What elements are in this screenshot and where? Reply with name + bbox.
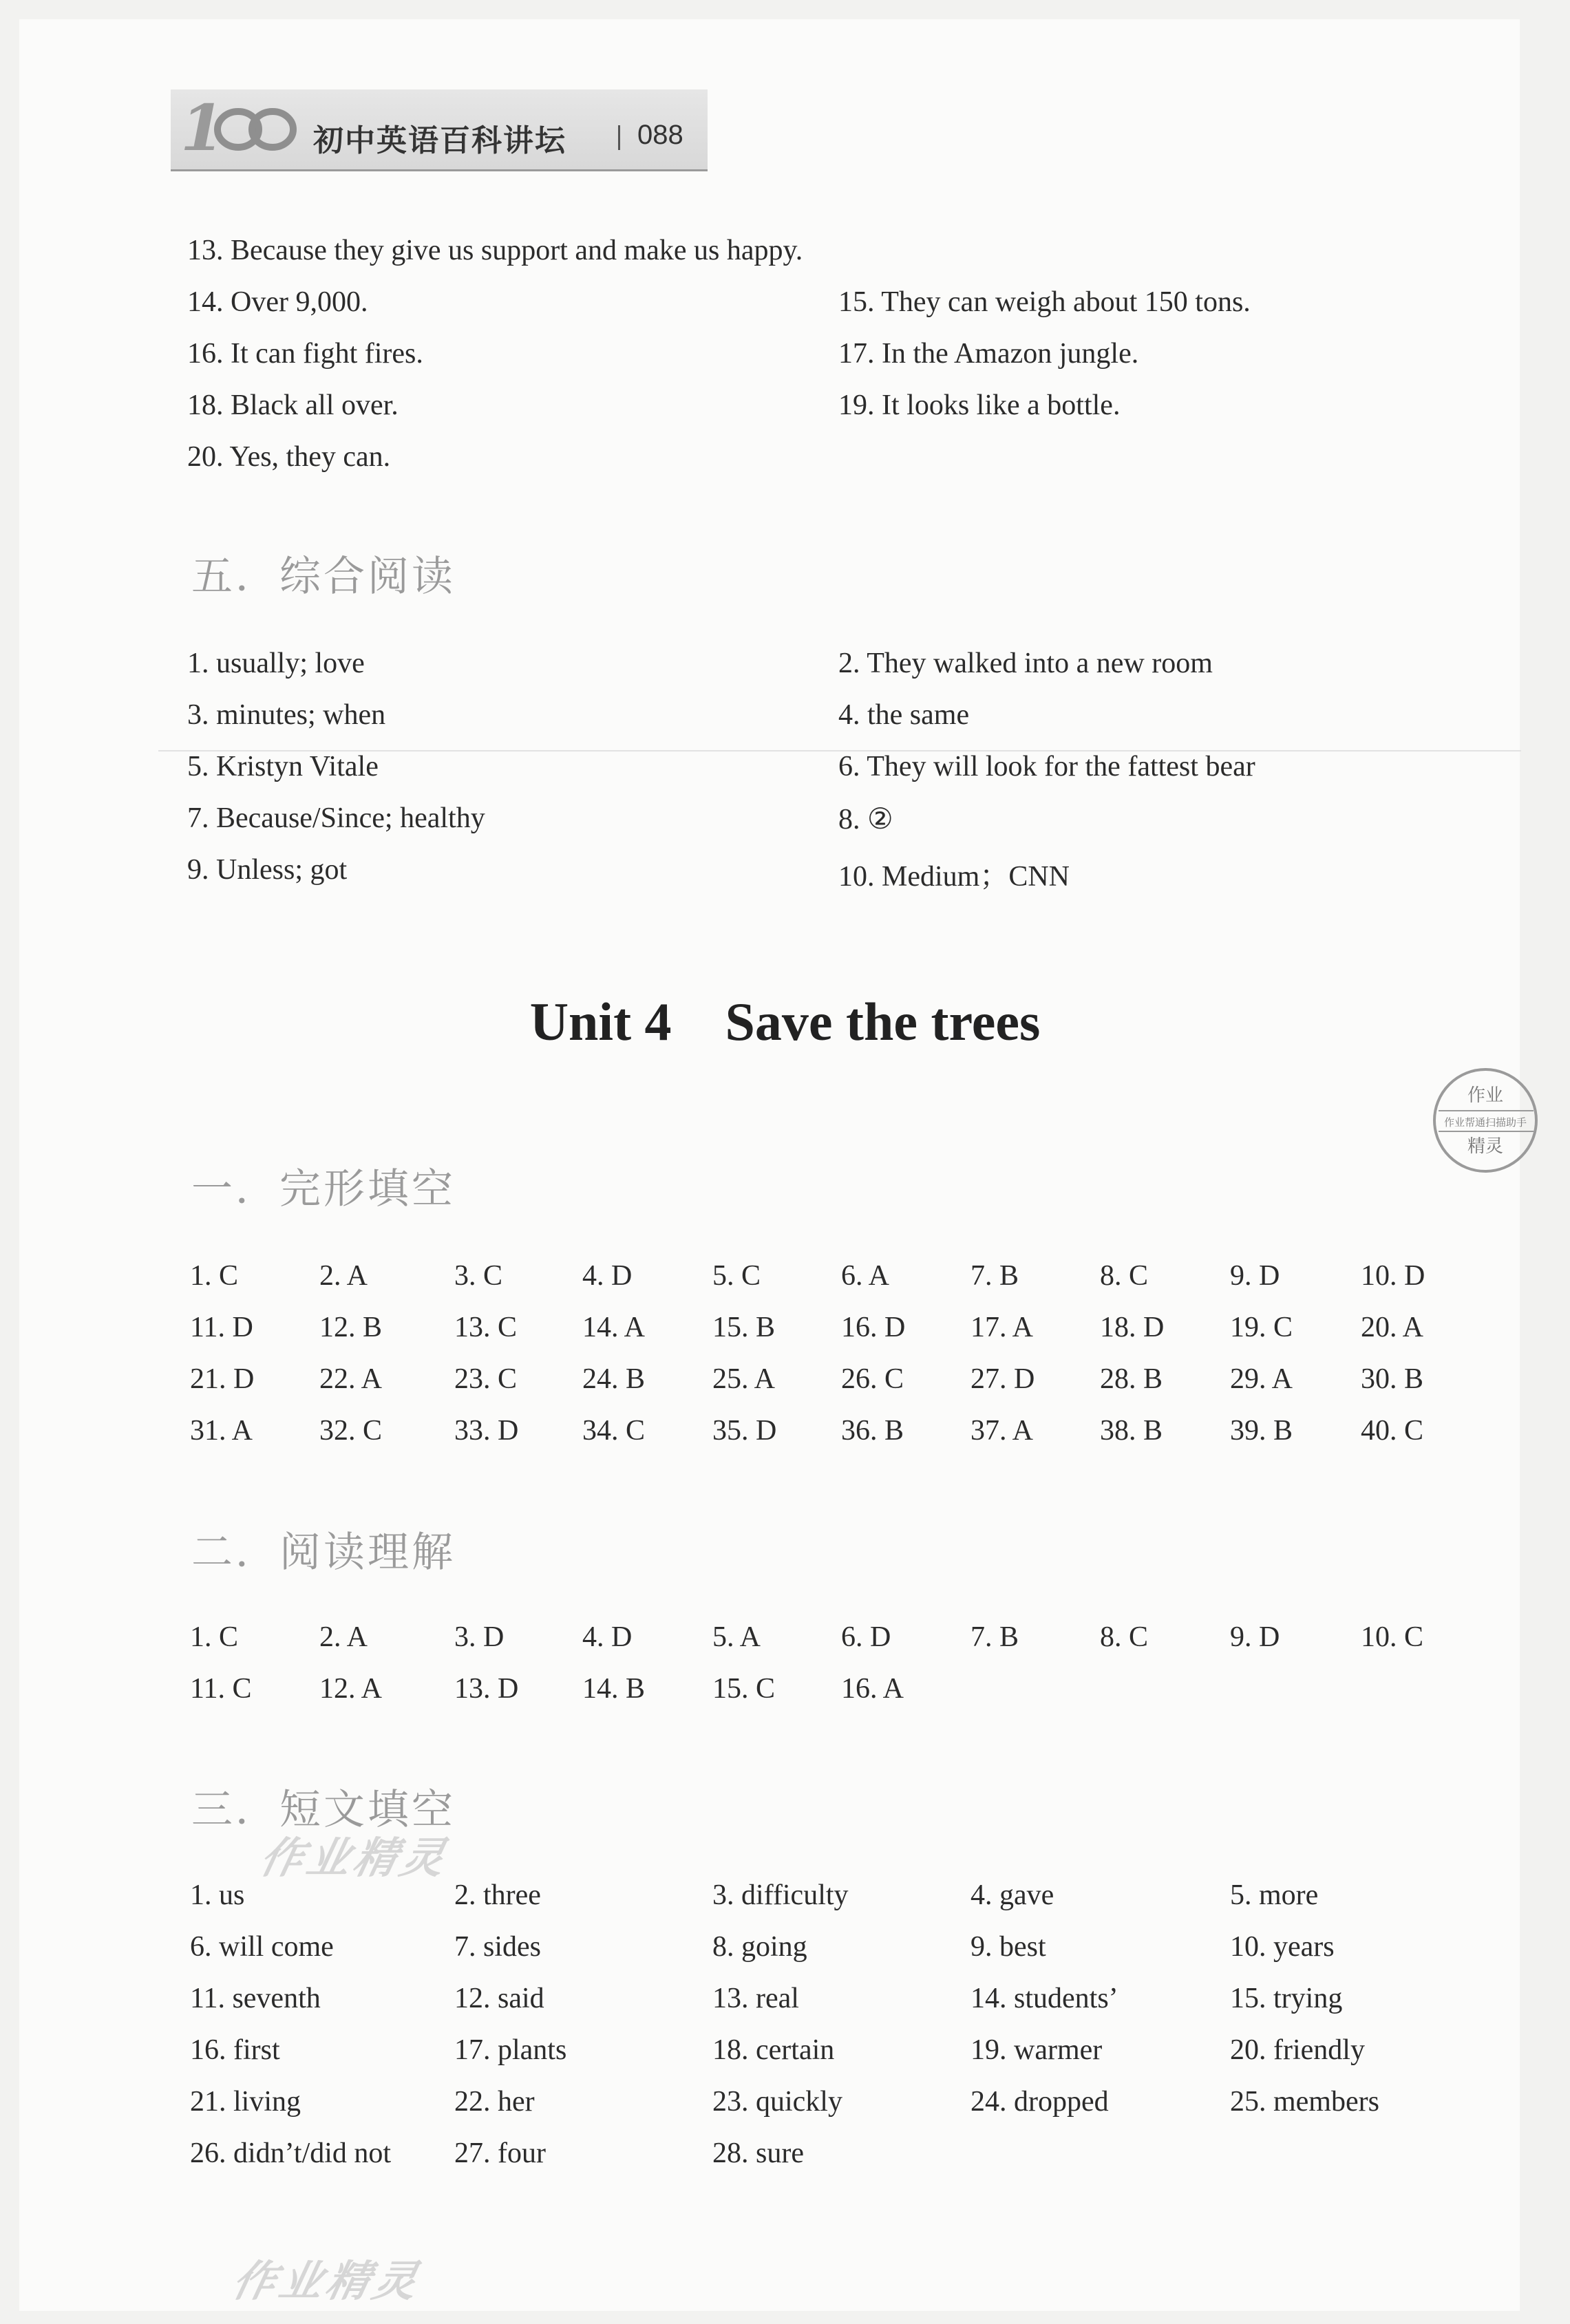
- answer-item: 15. They can weigh about 150 tons.: [838, 286, 1251, 318]
- answer-cell: 21. D: [190, 1363, 255, 1395]
- answer-cell: 13. D: [454, 1673, 519, 1705]
- answer-item: 13. Because they give us support and make us happy.: [187, 235, 803, 266]
- book-logo-icon: [176, 87, 300, 169]
- answer-cell: 4. D: [582, 1260, 633, 1292]
- answer-cell: 12. B: [319, 1312, 383, 1343]
- answer-cell: 34. C: [582, 1415, 646, 1447]
- answer-item: 7. Because/Since; healthy: [187, 802, 485, 834]
- svg-text:1: 1: [180, 91, 225, 165]
- answer-cell: 19. C: [1230, 1312, 1293, 1343]
- answer-cell: 8. going: [712, 1931, 807, 1963]
- answer-cell: 26. didn’t/did not: [190, 2138, 392, 2169]
- answer-cell: 8. C: [1100, 1621, 1149, 1653]
- answer-cell: 12. A: [319, 1673, 383, 1705]
- answer-cell: 21. living: [190, 2086, 301, 2118]
- answer-item: 16. It can fight fires.: [187, 338, 423, 370]
- section-title-passage-fill: 三．短文填空: [191, 1786, 456, 1834]
- answer-cell: 24. B: [582, 1363, 646, 1395]
- answer-cell: 3. C: [454, 1260, 503, 1292]
- answer-item: 4. the same: [838, 699, 970, 731]
- answer-cell: 33. D: [454, 1415, 519, 1447]
- unit-title: Unit 4 Save the trees: [529, 992, 1041, 1052]
- answer-cell: 11. C: [190, 1673, 252, 1705]
- answer-cell: 17. A: [970, 1312, 1034, 1343]
- answer-cell: 23. C: [454, 1363, 518, 1395]
- answer-cell: 22. A: [319, 1363, 383, 1395]
- answer-cell: 39. B: [1230, 1415, 1293, 1447]
- answer-cell: 10. years: [1230, 1931, 1335, 1963]
- answer-cell: 9. D: [1230, 1260, 1280, 1292]
- answer-cell: 7. B: [970, 1621, 1019, 1653]
- answer-cell: 7. sides: [454, 1931, 541, 1963]
- answer-cell: 3. difficulty: [712, 1879, 849, 1911]
- answer-cell: 36. B: [841, 1415, 904, 1447]
- answer-cell: 1. C: [190, 1260, 239, 1292]
- answer-cell: 28. B: [1100, 1363, 1163, 1395]
- answer-cell: 19. warmer: [970, 2034, 1103, 2066]
- answer-cell: 37. A: [970, 1415, 1034, 1447]
- answer-cell: 11. seventh: [190, 1983, 321, 2014]
- answer-cell: 6. will come: [190, 1931, 334, 1963]
- answer-cell: 29. A: [1230, 1363, 1293, 1395]
- answer-cell: 3. D: [454, 1621, 505, 1653]
- answer-cell: 26. C: [841, 1363, 904, 1395]
- answer-cell: 10. D: [1361, 1260, 1425, 1292]
- answer-item: 1. usually; love: [187, 648, 365, 679]
- answer-cell: 16. first: [190, 2034, 280, 2066]
- answer-cell: 14. students’: [970, 1983, 1118, 2014]
- answer-item: 19. It looks like a bottle.: [838, 390, 1121, 421]
- answer-cell: 16. A: [841, 1673, 904, 1705]
- answer-cell: 30. B: [1361, 1363, 1424, 1395]
- answer-cell: 4. gave: [970, 1879, 1054, 1911]
- answer-cell: 23. quickly: [712, 2086, 842, 2118]
- header-divider: [618, 125, 620, 150]
- answer-item: 9. Unless; got: [187, 854, 348, 886]
- answer-item: 5. Kristyn Vitale: [187, 751, 379, 782]
- answer-cell: 9. best: [970, 1931, 1046, 1963]
- svg-text:作业帮通扫描助手: 作业帮通扫描助手: [1443, 1116, 1527, 1129]
- answer-cell: 24. dropped: [970, 2086, 1109, 2118]
- watermark: 作业精灵: [255, 1833, 454, 1883]
- answer-cell: 25. members: [1230, 2086, 1379, 2118]
- answer-cell: 27. four: [454, 2138, 546, 2169]
- answer-cell: 8. C: [1100, 1260, 1149, 1292]
- svg-text:作业: 作业: [1467, 1085, 1504, 1106]
- page-number: 088: [637, 120, 683, 150]
- answer-cell: 40. C: [1361, 1415, 1424, 1447]
- answer-cell: 20. friendly: [1230, 2034, 1365, 2066]
- watermark: 作业精灵: [228, 2256, 426, 2306]
- answer-cell: 25. A: [712, 1363, 776, 1395]
- answer-cell: 1. C: [190, 1621, 239, 1653]
- answer-cell: 13. real: [712, 1983, 799, 2014]
- answer-cell: 15. trying: [1230, 1983, 1343, 2014]
- answer-cell: 31. A: [190, 1415, 253, 1447]
- answer-cell: 5. A: [712, 1621, 761, 1653]
- answer-cell: 12. said: [454, 1983, 544, 2014]
- answer-cell: 6. D: [841, 1621, 891, 1653]
- answer-cell: 27. D: [970, 1363, 1035, 1395]
- answer-cell: 11. D: [190, 1312, 253, 1343]
- section-title-reading: 二．阅读理解: [191, 1528, 456, 1577]
- section-title-cloze: 一．完形填空: [191, 1165, 456, 1213]
- answer-item: 20. Yes, they can.: [187, 441, 391, 473]
- answer-cell: 35. D: [712, 1415, 777, 1447]
- homework-stamp-icon: [1430, 1065, 1540, 1175]
- answer-cell: 2. A: [319, 1621, 368, 1653]
- answer-cell: 20. A: [1361, 1312, 1424, 1343]
- answer-cell: 15. B: [712, 1312, 776, 1343]
- answer-cell: 5. more: [1230, 1879, 1319, 1911]
- answer-cell: 18. certain: [712, 2034, 835, 2066]
- answer-cell: 1. us: [190, 1879, 245, 1911]
- answer-cell: 18. D: [1100, 1312, 1165, 1343]
- answer-cell: 2. A: [319, 1260, 368, 1292]
- answer-cell: 17. plants: [454, 2034, 567, 2066]
- answer-cell: 6. A: [841, 1260, 890, 1292]
- answer-item: 14. Over 9,000.: [187, 286, 368, 318]
- book-title: 初中英语百科讲坛: [313, 123, 566, 158]
- answer-item: 2. They walked into a new room: [838, 648, 1213, 679]
- answer-cell: 7. B: [970, 1260, 1019, 1292]
- answer-item: 6. They will look for the fattest bear: [838, 751, 1255, 782]
- answer-cell: 32. C: [319, 1415, 383, 1447]
- answer-cell: 4. D: [582, 1621, 633, 1653]
- answer-item: 18. Black all over.: [187, 390, 399, 421]
- answer-item: 17. In the Amazon jungle.: [838, 338, 1139, 370]
- answer-cell: 16. D: [841, 1312, 906, 1343]
- answer-cell: 14. A: [582, 1312, 646, 1343]
- answer-item: 8. ②: [838, 804, 893, 835]
- answer-cell: 9. D: [1230, 1621, 1280, 1653]
- section-title-comprehensive-reading: 五．综合阅读: [191, 553, 456, 601]
- answer-cell: 15. C: [712, 1673, 776, 1705]
- answer-cell: 22. her: [454, 2086, 535, 2118]
- answer-cell: 2. three: [454, 1879, 541, 1911]
- answer-item: 3. minutes; when: [187, 699, 386, 731]
- answer-cell: 13. C: [454, 1312, 518, 1343]
- answer-item: 10. Medium；CNN: [838, 861, 1070, 893]
- answer-cell: 28. sure: [712, 2138, 804, 2169]
- answer-cell: 5. C: [712, 1260, 761, 1292]
- answer-cell: 14. B: [582, 1673, 646, 1705]
- answer-cell: 10. C: [1361, 1621, 1424, 1653]
- answer-cell: 38. B: [1100, 1415, 1163, 1447]
- svg-text:精灵: 精灵: [1467, 1136, 1504, 1157]
